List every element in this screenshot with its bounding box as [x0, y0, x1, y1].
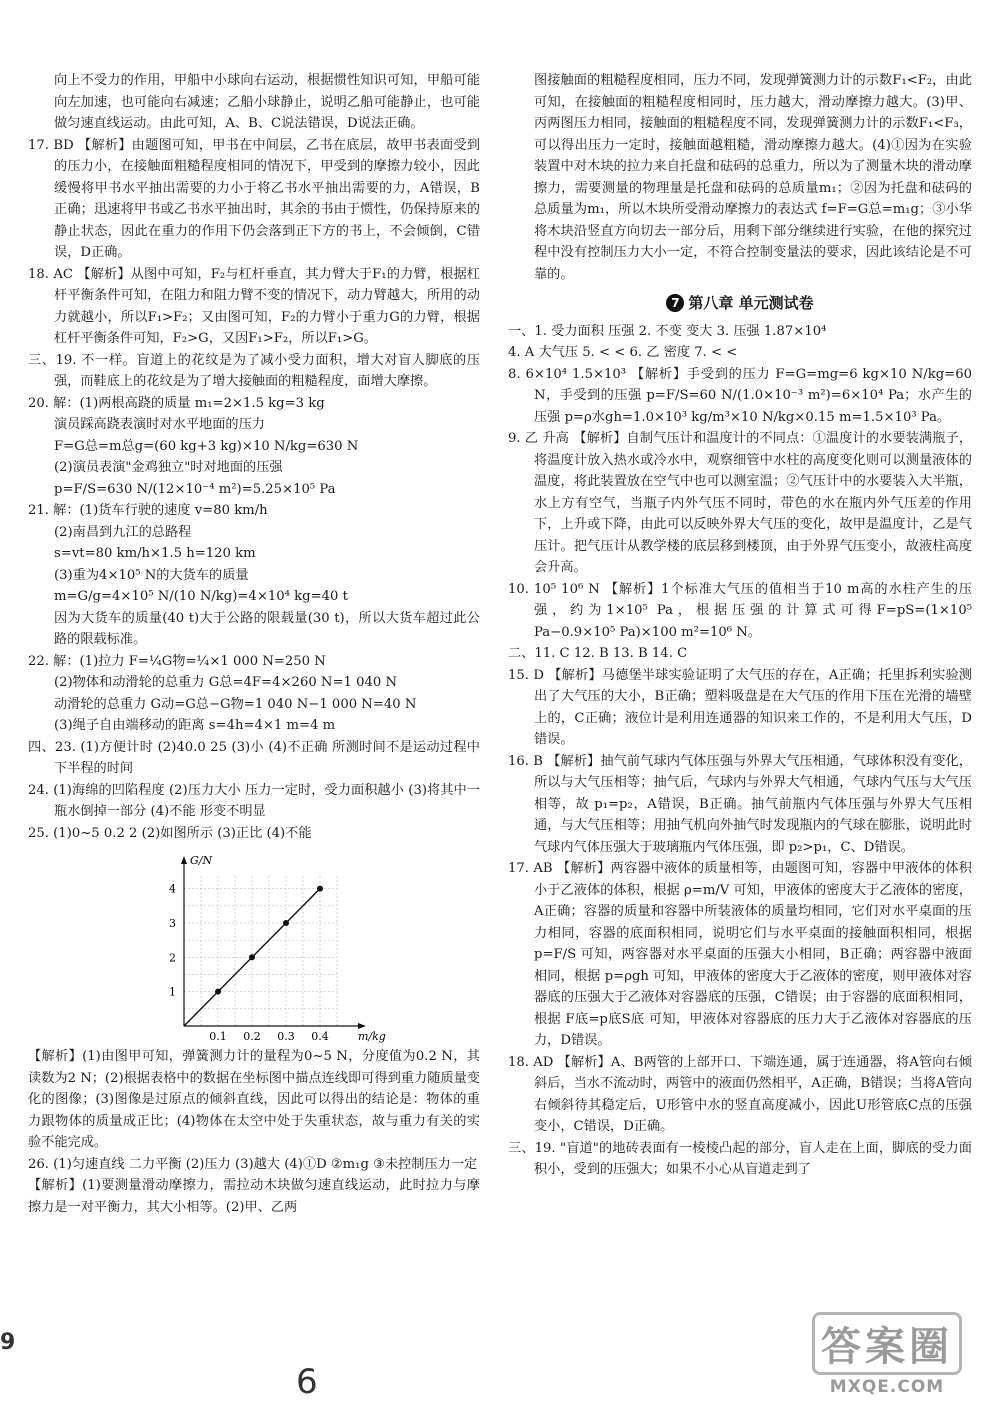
chapter-title: 第八章 单元测试卷 — [688, 294, 814, 312]
chapter-badge: 7 — [666, 294, 684, 312]
text-line: 17. BD 【解析】由题图可知，甲书在中间层，乙书在底层，故甲书表面受到的压力小，在接触面粗糙程度相同的情况下，甲受到的摩擦力较小，因此缓慢将甲书水平抽出需要的力小于将乙书水平抽出需要的力，A错误，B正确；迅速将甲书或乙书水平抽出时，其余的书由于惯性，仍保持原来的静止状态，因此在重力的作用下仍会落到正下方的书上，不会倾倒，C错误，D正确。 — [28, 137, 480, 260]
chapter-heading — [508, 293, 972, 315]
y-tick-label: 4 — [169, 882, 176, 896]
text-line: 4. A 大气压 5. < < 6. 乙 密度 7. < < — [508, 345, 738, 360]
text-line: 图接触面的粗糙程度相同，压力不同，发现弹簧测力计的示数F₁<F₂，由此可知，在接触面的粗糙程度相同时，压力越大，滑动摩擦力越大。(3)甲、丙两图压力相同，接触面的粗糙程度不同，发现弹簧测力计的示数F₁<F₃，可以得出压力一定时，接触面越粗糙，滑动摩擦力越大。(4)①因为在实验装置中对木块的拉力来自托盘和砝码的总重力，所以为了测量木块的滑动摩擦力，需要测量的物理量是托盘和砝码的总质量m₁；②因为托盘和砝码的总质量为m₁，所以木块所受滑动摩擦力的表达式 f=F=G总=m₁g；③小华将木块沿竖直方向切去一部分后，用剩下部分继续进行实验，在他的探究过程中没有控制压力大小一定，不符合控制变量法的要求，因此该结论是不可靠的。 — [534, 73, 972, 282]
text-line: 22. 解：(1)拉力 F=¼G物=¼×1 000 N=250 N — [28, 653, 326, 669]
text-line: 向上不受力的作用，甲船中小球向右运动，根据惯性知识可知，甲船可能向左加速，也可能向右减速；乙船小球静止，说明乙船可能静止，也可能做匀速直线运动。由此可知，A、B、C说法错误，D说法正确。 — [54, 73, 480, 131]
data-point — [249, 954, 255, 960]
watermark-sub: MXQE.COM — [829, 1377, 945, 1397]
text-line: (3)重为4×10⁵ N的大货车的质量 — [54, 567, 249, 583]
text-line: 20. 解：(1)两根高跷的质量 m₁=2×1.5 kg=3 kg — [28, 395, 325, 411]
x-tick-label: 0.1 — [209, 1030, 227, 1043]
text-line: (2)演员表演"金鸡独立"时对地面的压强 — [54, 460, 283, 475]
watermark-logo — [792, 1312, 982, 1397]
x-tick-label: 0.2 — [243, 1030, 261, 1043]
text-line: 17. AB 【解析】两容器中液体的质量相等，由题图可知，容器中甲液体的体积小于乙液体的体积，根据 ρ=m/V 可知，甲液体的密度大于乙液体的密度，A正确；容器的质量和容器中所装液体的质量均相同，它们对水平桌面的压力相同，容器的底面积相同，说明它们与水平桌面的接触面积相同，根据 p=F/S 可知，两容器对水平桌面的压强大小相同，B正确；两容器中液面相同，根据 p=ρgh 可知，甲液体的密度大于乙液体的密度，则甲液体对容器底的压强大于乙液体对容器底的压强，C错误；由于容器的底面积相同，根据 F底=p底S底 可知，甲液体对容器底的压力大于乙液体对容器底的压力，D错误。 — [508, 861, 972, 1048]
y-tick-label: 3 — [169, 916, 176, 930]
gravity-mass-chart — [148, 846, 388, 1046]
text-line: 24. (1)海绵的凹陷程度 (2)压力大小 压力一定时，受力面积越小 (3)将其中一瓶水倒掉一部分 (4)不能 形变不明显 — [28, 782, 480, 819]
text-line: 因为大货车的质量(40 t)大于公路的限载量(30 t)，所以大货车超过此公路的限载标准。 — [54, 610, 480, 647]
text-line: (2)南昌到九江的总路程 — [54, 524, 192, 540]
x-tick-label: 0.3 — [277, 1030, 295, 1043]
text-line: 10. 10⁵ 10⁶ N 【解析】1个标准大气压的值相当于10 m高的水柱产生的压强，约为1×10⁵ Pa，根据压强的计算式可得F=pS=(1×10⁵ Pa−0.9×10⁵ Pa)×100 m²=10⁶ N。 — [508, 581, 972, 640]
text-line: 动滑轮的总重力 G动=G总−G物=1 040 N−1 000 N=40 N — [54, 696, 417, 712]
text-line: 一、1. 受力面积 压强 2. 不变 变大 3. 压强 1.87×10⁴ — [508, 323, 827, 339]
text-line: 21. 解：(1)货车行驶的速度 v=80 km/h — [28, 503, 268, 518]
data-point — [283, 920, 289, 926]
y-axis-label: G/N — [190, 854, 213, 867]
text-line: p=F/S=630 N/(12×10⁻⁴ m²)=5.25×10⁵ Pa — [54, 481, 336, 497]
text-line: s=vt=80 km/h×1.5 h=120 km — [54, 546, 256, 561]
text-line: 【解析】(1)要测量滑动摩擦力，需拉动木块做匀速直线运动，此时拉力与摩擦力是一对平衡力，其大小相等。(2)甲、乙两 — [28, 1178, 480, 1215]
text-line: 26. (1)匀速直线 二力平衡 (2)压力 (3)越大 (4)①D ②m₁g ③未控制压力一定 — [28, 1156, 478, 1172]
x-axis-arrow — [358, 1023, 366, 1029]
right-text-top — [508, 70, 972, 285]
text-line: 16. B 【解析】抽气前气球内气体压强与外界大气压相通，气球体积没有变化，所以与大气压相等；抽气后，气球内与外界大气相通，气球内气压与大气压相等，故 p₁=p₂，A错误，B正确。抽气前瓶内气体压强与外界大气压相通，与大气压相等；用抽气机向外抽气时发现瓶内的气球在膨胀，说明此时气球内气体压强大于玻璃瓶内气体压强，即 p₂>p₁，C、D错误。 — [508, 753, 972, 855]
page-number: 6 — [296, 1362, 318, 1402]
data-point — [215, 989, 221, 995]
text-line: (3)绳子自由端移动的距离 s=4h=4×1 m=4 m — [54, 718, 336, 733]
text-line: m=G/g=4×10⁵ N/(10 N/kg)=4×10⁴ kg=40 t — [54, 589, 348, 604]
left-text-after-chart — [28, 1046, 480, 1218]
left-column — [28, 70, 480, 1218]
data-point — [317, 886, 323, 892]
text-line: 25. (1)0~5 0.2 2 (2)如图所示 (3)正比 (4)不能 — [28, 825, 312, 841]
right-column — [508, 70, 972, 1181]
text-line: 15. D 【解析】马德堡半球实验证明了大气压的存在，A正确；托里拆利实验测出了大气压的大小，B正确；塑料吸盘是在大气压的作用下压在光滑的墙壁上的，C正确；液位计是利用连通器的知识来工作的，不是利用大气压，D错误。 — [508, 667, 972, 747]
text-line: F=G总=m总g=(60 kg+3 kg)×10 N/kg=630 N — [54, 438, 359, 454]
text-line: (2)物体和动滑轮的总重力 G总=4F=4×260 N=1 040 N — [54, 675, 397, 690]
text-line: 8. 6×10⁴ 1.5×10³ 【解析】手受到的压力 F=G=mg=6 kg×10 N/kg=60 N，手受到的压强 p=F/S=60 N/(1.0×10⁻³ m²)=6×10⁴ Pa；水产生的压强 p=ρ水gh=1.0×10³ kg/m³×10 N/kg×0.15 m=1.5×10³ Pa。 — [508, 366, 972, 425]
text-line: 演员踩高跷表演时对水平地面的压力 — [54, 417, 265, 432]
text-line: 三、19. 不一样。盲道上的花纹是为了减小受力面积，增大对盲人脚底的压强，而鞋底上的花纹是为了增大接触面的粗糙程度，面增大摩擦。 — [28, 352, 480, 389]
y-axis-arrow — [181, 856, 187, 864]
right-text-block — [508, 321, 972, 1181]
left-text-block — [28, 70, 480, 844]
text-line: 三、19. "盲道"的地砖表面有一棱棱凸起的部分，盲人走在上面，脚底的受力面积小，受到的压强大；如果不小心从盲道走到了 — [508, 1140, 972, 1177]
corner-mark: 9 — [0, 1330, 16, 1355]
x-axis-label: m/kg — [358, 1030, 386, 1043]
text-line: 9. 乙 升高 【解析】自制气压计和温度计的不同点：①温度计的水要装满瓶子，将温度计放入热水或冷水中，观察细管中水柱的高度变化则可以测量液体的温度，将此装置放在空气中也可以测室温；②气压计中的水要装入大半瓶，水上方有空气，当瓶子内外气压不同时，带色的水在瓶内外气压差的作用下，上升或下降，由此可以反映外界大气压的变化，故甲是温度计，乙是气压计。把气压计从教学楼的底层移到楼顶，由于外界气压变小，故液柱高度会升高。 — [508, 431, 972, 575]
text-line: 四、23. (1)方便计时 (2)40.0 25 (3)小 (4)不正确 所测时间不是运动过程中下半程的时间 — [28, 739, 480, 776]
text-line: 二、11. C 12. B 13. B 14. C — [508, 646, 688, 661]
chart-svg — [148, 846, 388, 1046]
x-tick-label: 0.4 — [311, 1030, 329, 1043]
y-tick-label: 2 — [169, 951, 176, 965]
text-line: 18. AD 【解析】A、B两管的上部开口、下端连通，属于连通器，将A管向右倾斜后，当水不流动时，两管中的液面仍然相平，A正确，B错误；当将A管向右倾斜待其稳定后，U形管中水的竖直高度减小，因此U形管底C点的压强变小，C错误，D正确。 — [508, 1054, 972, 1134]
text-line: 【解析】(1)由图甲可知，弹簧测力计的量程为0~5 N，分度值为0.2 N，其读数为2 N；(2)根据表格中的数据在坐标图中描点连线即可得到重力随质量变化的图像；(3)图像是过原点的倾斜直线，因此可以得出的结论是：物体的重力跟物体的质量成正比；(4)物体在太空中处于失重状态，故与重力有关的实验不能完成。 — [28, 1049, 480, 1150]
y-tick-label: 1 — [169, 985, 176, 999]
text-line: 18. AC 【解析】从图中可知，F₂与杠杆垂直，其力臂大于F₁的力臂，根据杠杆平衡条件可知，在阻力和阻力臂不变的情况下，动力臂越大，所用的动力就越小，所以F₁>F₂；又由图可知，F₂的力臂小于重力G的力臂，根据杠杆平衡条件可知，F₂>G，又因F₁>F₂，所以F₁>G。 — [28, 266, 480, 346]
watermark-main: 答案圈 — [812, 1312, 962, 1375]
